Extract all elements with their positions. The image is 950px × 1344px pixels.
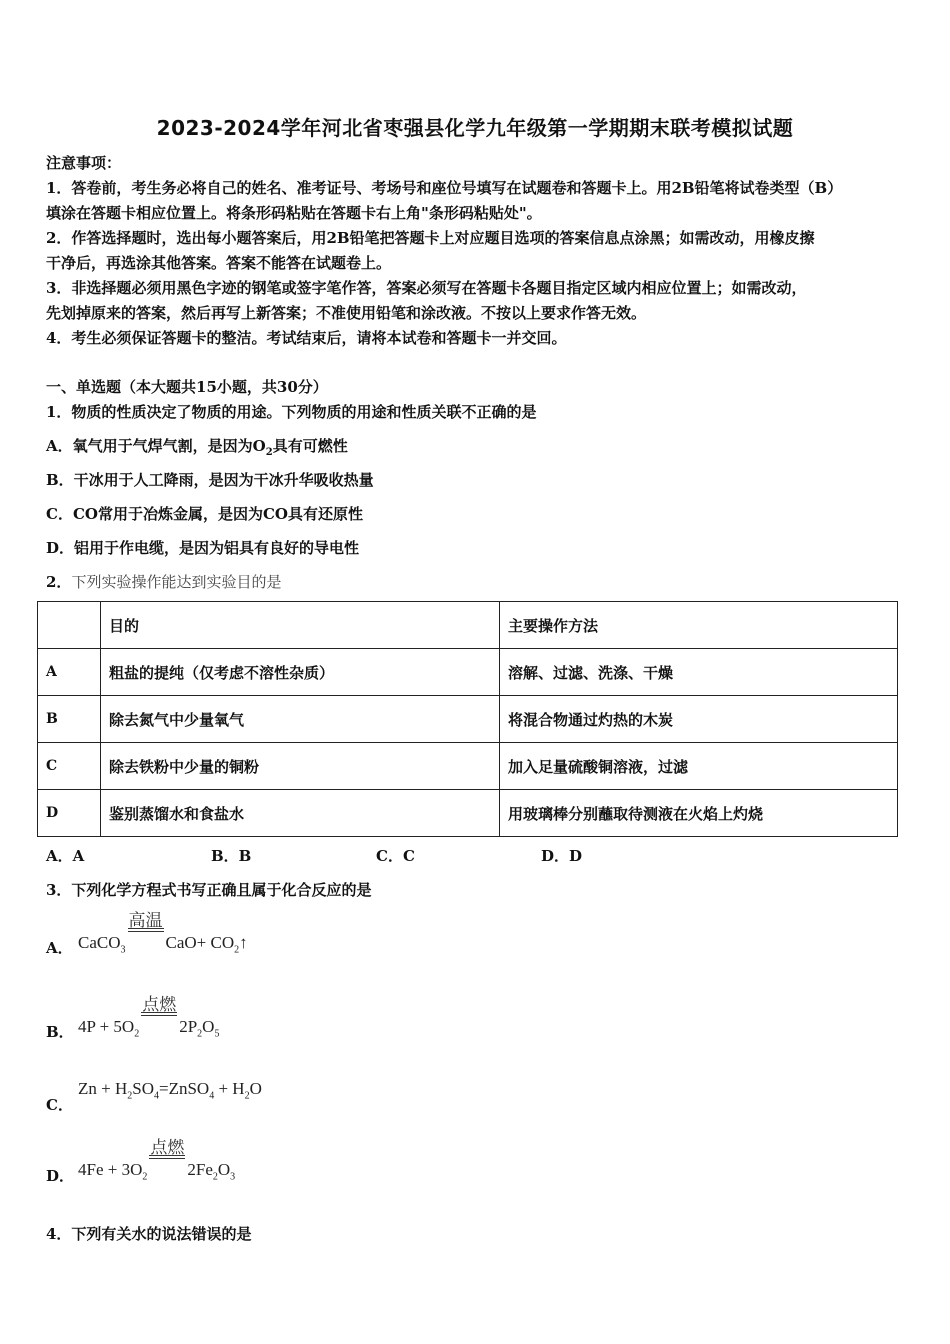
table-header-row xyxy=(38,602,898,649)
notice-line-3: 2．作答选择题时，选出每小题答案后，用2B铅笔把答题卡上对应题目选项的答案信息点涂黑；如需改动，用橡皮擦 xyxy=(46,229,815,247)
q3-stem: 3．下列化学方程式书写正确且属于化合反应的是 xyxy=(46,881,372,899)
q1-option-a xyxy=(46,435,348,458)
notice-line-6: 先划掉原来的答案，然后再写上新答案；不准使用铅笔和涂改液。不按以上要求作答无效。 xyxy=(46,304,647,322)
q2-option-a: A．A xyxy=(46,847,85,865)
table-cell-purpose: 除去氮气中少量氧气 xyxy=(101,696,500,743)
table-row xyxy=(38,649,898,696)
reaction-condition xyxy=(147,1138,187,1175)
condition-text: 点燃 xyxy=(150,1138,185,1158)
notice-line-2: 填涂在答题卡相应位置上。将条形码粘贴在答题卡右上角"条形码粘贴处"。 xyxy=(46,204,542,222)
q2-stem xyxy=(46,571,281,592)
q4-stem: 4．下列有关水的说法错误的是 xyxy=(46,1225,252,1243)
q2-number: 2． xyxy=(46,573,72,591)
table-cell-method: 加入足量硫酸铜溶液，过滤 xyxy=(500,743,898,790)
table-cell-key: A xyxy=(38,649,101,696)
q2-option-d: D．D xyxy=(541,847,583,865)
table-header-cell: 目的 xyxy=(101,602,500,649)
q3-equation-a: CaCO$_3$ 高温 $CaO+ CO_2↑$ xyxy=(78,928,248,955)
condition-text: 点燃 xyxy=(142,995,177,1015)
table-cell-method: 将混合物通过灼热的木炭 xyxy=(500,696,898,743)
q3-label-c: C． xyxy=(46,1096,73,1114)
table-cell-purpose: 除去铁粉中少量的铜粉 xyxy=(101,743,500,790)
q3-equation-d: $4Fe + 3O_2$ 点燃 $2Fe_2O_3$ xyxy=(78,1155,235,1182)
q2-option-b: B．B xyxy=(211,847,252,865)
reaction-condition xyxy=(126,911,166,948)
notice-line-7: 4．考生必须保证答题卡的整洁。考试结束后，请将本试卷和答题卡一并交回。 xyxy=(46,329,567,347)
q3-label-a: A． xyxy=(46,939,73,957)
q2-option-c: C．C xyxy=(376,847,415,865)
table-cell-purpose: 粗盐的提纯（仅考虑不溶性杂质） xyxy=(101,649,500,696)
q1-option-a-text: A．氧气用于气焊气割，是因为O xyxy=(46,437,266,455)
q1-option-b: B．干冰用于人工降雨，是因为干冰升华吸收热量 xyxy=(46,471,374,489)
q1-stem: 1．物质的性质决定了物质的用途。下列物质的用途和性质关联不正确的是 xyxy=(46,403,537,421)
q3-equation-b: $4P + 5O_2$ 点燃 $2P_2O_5$ xyxy=(78,1012,219,1039)
table-cell-key: B xyxy=(38,696,101,743)
notice-line-5: 3．非选择题必须用黑色字迹的钢笔或签字笔作答，答案必须写在答题卡各题目指定区域内相应位置上；如需改动， xyxy=(46,279,807,297)
notice-heading: 注意事项： xyxy=(46,154,122,172)
page-title: 2023-2024学年河北省枣强县化学九年级第一学期期末联考模拟试题 xyxy=(156,116,794,140)
table-cell-key: D xyxy=(38,790,101,837)
table-header-cell: 主要操作方法 xyxy=(500,602,898,649)
q2-table xyxy=(37,601,898,837)
q3-equation-c: $Zn + H_2SO_4=ZnSO_4 + H_2O$ xyxy=(78,1079,262,1102)
table-cell-method: 溶解、过滤、洗涤、干燥 xyxy=(500,649,898,696)
q2-stem-text: 下列实验操作能达到实验目的是 xyxy=(71,573,282,591)
q1-option-d: D．铝用于作电缆，是因为铝具有良好的导电性 xyxy=(46,539,360,557)
table-row xyxy=(38,743,898,790)
q1-option-c: C．CO常用于冶炼金属，是因为CO具有还原性 xyxy=(46,505,363,523)
reaction-condition xyxy=(139,995,179,1032)
table-header-cell xyxy=(38,602,101,649)
table-row xyxy=(38,696,898,743)
section-heading: 一、单选题（本大题共15小题，共30分） xyxy=(46,378,328,396)
table-cell-key: C xyxy=(38,743,101,790)
q1-option-a-sub: 2 xyxy=(265,447,273,458)
table-cell-method: 用玻璃棒分别蘸取待测液在火焰上灼烧 xyxy=(500,790,898,837)
q1-option-a-tail: 具有可燃性 xyxy=(272,437,348,455)
table-cell-purpose: 鉴别蒸馏水和食盐水 xyxy=(101,790,500,837)
table-row xyxy=(38,790,898,837)
notice-line-4: 干净后，再选涂其他答案。答案不能答在试题卷上。 xyxy=(46,254,392,272)
notice-line-1: 1．答卷前，考生务必将自己的姓名、准考证号、考场号和座位号填写在试题卷和答题卡上。用2B铅笔将试卷类型（B） xyxy=(46,179,843,197)
q3-label-b: B． xyxy=(46,1023,74,1041)
condition-text: 高温 xyxy=(128,911,163,931)
q3-label-d: D． xyxy=(46,1167,75,1185)
